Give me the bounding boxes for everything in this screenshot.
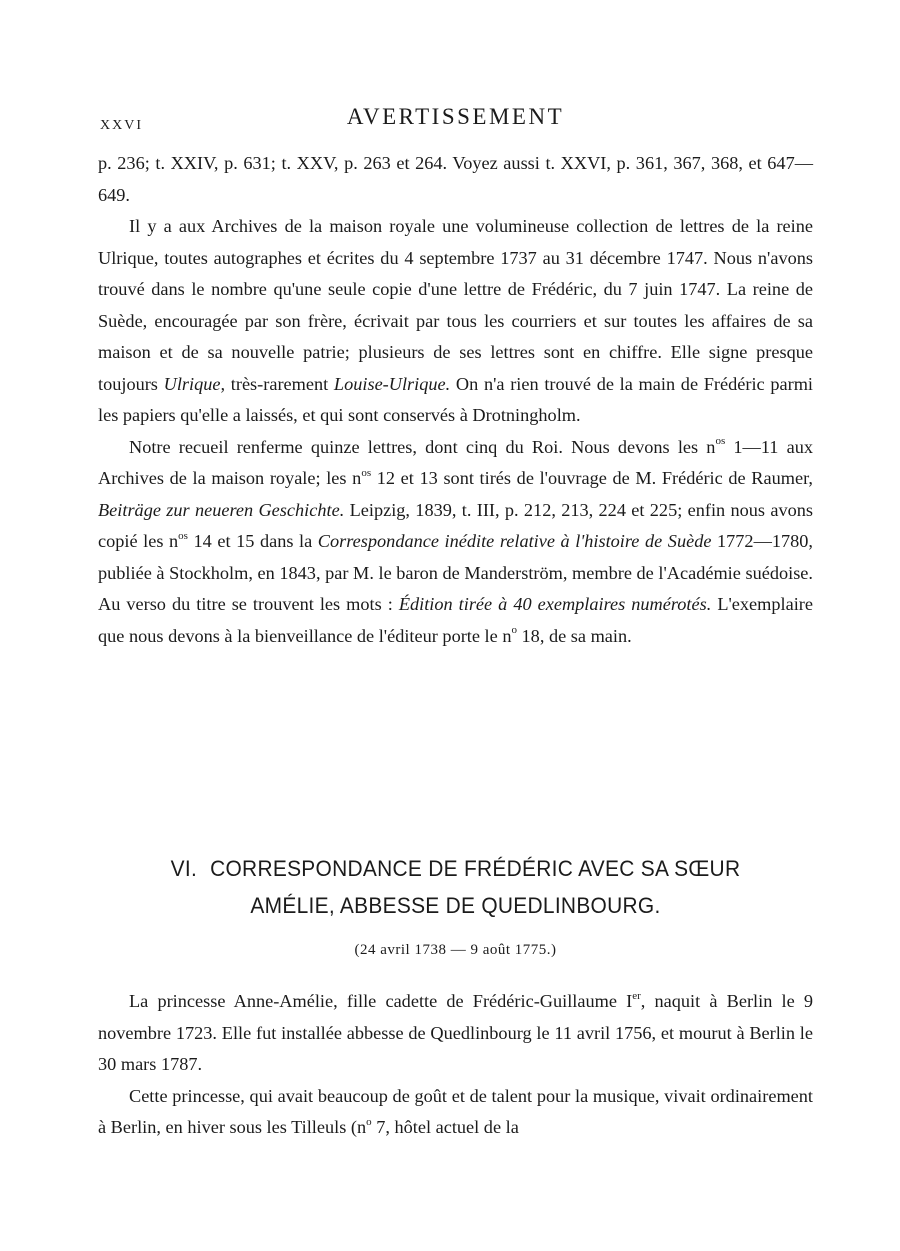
section-title-line-1 bbox=[123, 850, 788, 887]
text-run: 12 et 13 sont tirés de l'ouvrage de M. Frédéric de Raumer, bbox=[371, 468, 813, 488]
superscript: os bbox=[178, 529, 188, 542]
text-run: L'exemplaire que nous devons à la bienveillance de l'éditeur porte le n bbox=[98, 594, 813, 646]
text-run: p. 236; t. XXIV, p. 631; t. XXV, p. 263 et 264. Voyez aussi t. XXVI, p. 361, 367, 368, et 647—649. bbox=[98, 153, 813, 205]
paragraph bbox=[98, 211, 813, 432]
section-title-text-1: CORRESPONDANCE DE FRÉDÉRIC AVEC SA SŒUR bbox=[210, 856, 741, 881]
section-title-line-2: AMÉLIE, ABBESSE DE QUEDLINBOURG. bbox=[250, 893, 661, 918]
superscript: os bbox=[715, 435, 726, 448]
text-run: 7, hôtel actuel de la bbox=[371, 1117, 519, 1137]
text-run: On n'a rien trouvé de la main de Frédéric parmi les papiers qu'elle a laissés, et qui sont conservés à Drotningholm. bbox=[98, 373, 813, 425]
body-text bbox=[98, 148, 813, 652]
running-title: AVERTISSEMENT bbox=[346, 104, 565, 129]
italic-text: Correspondance inédite relative à l'histoire de Suède bbox=[317, 531, 712, 551]
superscript: o bbox=[511, 624, 517, 637]
section-dates: (24 avril 1738 — 9 août 1775.) bbox=[354, 942, 557, 958]
italic-text: Louise-Ulrique. bbox=[333, 373, 451, 394]
text-run: 1—11 aux Archives de la maison royale; les n bbox=[98, 436, 814, 488]
text-run: 1772—1780, publiée à Stockholm, en 1843, par M. le baron de Manderström, membre de l'Académie suédoise. Au verso du titre se trouvent les mots : bbox=[98, 531, 813, 614]
italic-text: Beiträge zur neueren Geschichte. bbox=[98, 499, 345, 520]
superscript: os bbox=[361, 466, 372, 479]
text-run: La princesse Anne-Amélie, fille cadette de Frédéric-Guillaume I bbox=[129, 991, 633, 1011]
paragraph bbox=[98, 1081, 813, 1144]
body-text-section-vi bbox=[98, 986, 813, 1144]
text-run: très-rarement bbox=[225, 373, 334, 394]
italic-text: Ulrique, bbox=[163, 373, 226, 394]
section-number: VI. bbox=[170, 856, 198, 881]
text-run: Cette princesse, qui avait beaucoup de goût et de talent pour la musique, vivait ordinairement à Berlin, en hiver sous les Tilleuls (n bbox=[98, 1085, 813, 1137]
text-run: , naquit à Berlin le 9 novembre 1723. Elle fut installée abbesse de Quedlinbourg le 11 avril 1756, et mourut à Berlin le 30 mars 1787. bbox=[98, 991, 813, 1074]
running-head bbox=[98, 104, 813, 134]
text-run: Il y a aux Archives de la maison royale une volumineuse collection de lettres de la reine Ulrique, toutes autographes et écrites du 4 septembre 1737 au 31 décembre 1747. Nous n'avons trouvé dans le nombre qu'une seule copie d'une lettre de Frédéric, du 7 juin 1747. La reine de Suède, encouragée par son frère, écrivait par tous les courriers et sur toutes les affaires de sa maison et de sa nouvelle patrie; plusieurs de ses lettres sont en chiffre. Elle signe presque toujours bbox=[98, 216, 813, 394]
superscript: o bbox=[366, 1115, 372, 1128]
page-number: XXVI bbox=[100, 118, 143, 133]
text-run: Leipzig, 1839, t. III, p. 212, 213, 224 et 225; enfin nous avons copié les n bbox=[98, 499, 813, 551]
text-run: 18, de sa main. bbox=[516, 625, 632, 646]
section-heading bbox=[98, 850, 813, 959]
text-run: Notre recueil renferme quinze lettres, dont cinq du Roi. Nous devons les n bbox=[129, 436, 716, 457]
paragraph bbox=[98, 148, 813, 211]
paragraph bbox=[98, 986, 813, 1081]
superscript: er bbox=[632, 989, 641, 1002]
text-run: 14 et 15 dans la bbox=[187, 531, 318, 551]
italic-text: Édition tirée à 40 exemplaires numérotés. bbox=[398, 594, 712, 614]
paragraph bbox=[98, 432, 813, 653]
